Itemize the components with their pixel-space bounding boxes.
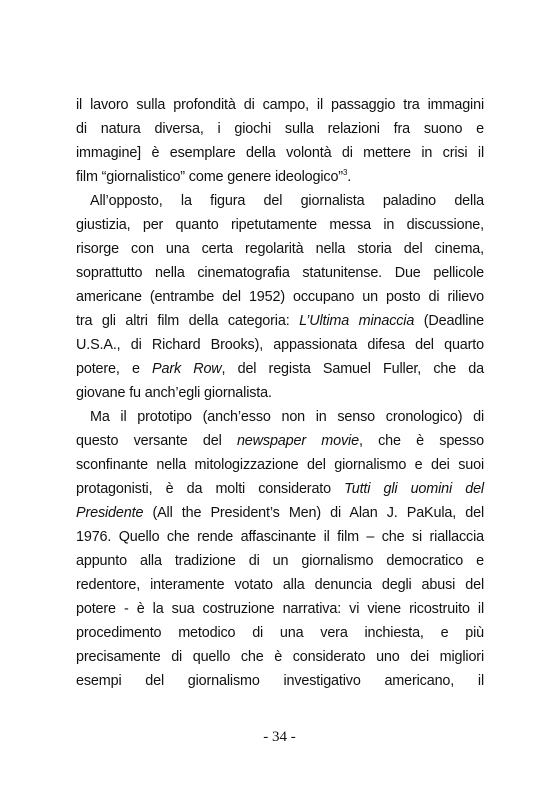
italic-title: Presidente <box>76 505 144 521</box>
text-line <box>76 597 484 621</box>
text-run: giovane fu anch’egli giornalista. <box>76 385 272 401</box>
text-run: precisamente di quello che è considerato uno dei migliori <box>76 649 484 665</box>
text-line <box>76 549 484 573</box>
text-line <box>76 93 484 117</box>
text-line <box>76 189 484 213</box>
text-line <box>76 645 484 669</box>
text-run: americane (entrambe del 1952) occupano un posto di rilievo <box>76 289 484 305</box>
text-line <box>76 669 484 693</box>
text-run: questo versante del <box>76 433 237 449</box>
text-line <box>76 309 484 333</box>
text-line <box>76 165 484 189</box>
text-run: potere - è la sua costruzione narrativa: vi viene ricostruito il <box>76 601 484 617</box>
text-line <box>76 429 484 453</box>
text-run: All’opposto, la figura del giornalista paladino della <box>90 193 484 209</box>
text-run: giustizia, per quanto ripetutamente messa in discussione, <box>76 217 484 233</box>
text-run: protagonisti, è da molti considerato <box>76 481 345 497</box>
italic-title: newspaper movie <box>236 433 359 449</box>
text-run: film “giornalistico” come genere ideologico” <box>76 169 343 185</box>
text-run: risorge con una certa regolarità nella storia del cinema, <box>76 241 484 257</box>
text-run: Ma il prototipo (anch’esso non in senso cronologico) di <box>90 409 484 425</box>
text-line <box>76 477 484 501</box>
page-number: - 34 - <box>263 729 296 745</box>
italic-title: L’Ultima minaccia <box>299 313 415 329</box>
footnote-marker[interactable]: 3 <box>342 168 348 178</box>
text-line <box>76 237 484 261</box>
text-line <box>76 117 484 141</box>
text-run: sconfinante nella mitologizzazione del giornalismo e dei suoi <box>76 457 484 473</box>
text-run: soprattutto nella cinematografia statunitense. Due pellicole <box>76 265 484 281</box>
paragraph <box>76 189 484 405</box>
text-line <box>76 141 484 165</box>
text-run: (Deadline <box>414 313 484 329</box>
text-run: di natura diversa, i giochi sulla relazioni fra suono e <box>76 121 484 137</box>
text-run: redentore, interamente votato alla denuncia degli abusi del <box>76 577 484 593</box>
text-run: 1976. Quello che rende affascinante il film – che si riallaccia <box>76 529 484 545</box>
text-line <box>76 333 484 357</box>
text-run: immagine] è esemplare della volontà di mettere in crisi il <box>76 145 484 161</box>
italic-title: Park Row <box>152 361 222 377</box>
text-run: U.S.A., di Richard Brooks), appassionata difesa del quarto <box>76 337 484 353</box>
text-line <box>76 621 484 645</box>
text-run: appunto alla tradizione di un giornalismo democratico e <box>76 553 484 569</box>
text-run: . <box>347 169 352 185</box>
text-line <box>76 213 484 237</box>
page-body <box>76 93 484 693</box>
paragraph <box>76 405 484 693</box>
text-line <box>76 501 484 525</box>
italic-title: Tutti gli uomini del <box>344 481 484 497</box>
text-line <box>76 285 484 309</box>
text-line <box>76 381 484 405</box>
text-run: tra gli altri film della categoria: <box>76 313 300 329</box>
text-run: esempi del giornalismo investigativo americano, il <box>76 673 484 689</box>
text-line <box>76 453 484 477</box>
text-run: potere, e <box>76 361 153 377</box>
text-run: , che è spesso <box>358 433 484 449</box>
text-line <box>76 525 484 549</box>
text-line <box>76 573 484 597</box>
text-run: procedimento metodico di una vera inchiesta, e più <box>76 625 484 641</box>
text-line <box>76 357 484 381</box>
text-run: (All the President’s Men) di Alan J. PaKula, del <box>143 505 484 521</box>
text-line <box>76 261 484 285</box>
text-line <box>76 405 484 429</box>
text-run: , del regista Samuel Fuller, che da <box>221 361 484 377</box>
paragraph <box>76 93 484 189</box>
text-run: il lavoro sulla profondità di campo, il passaggio tra immagini <box>76 97 484 113</box>
